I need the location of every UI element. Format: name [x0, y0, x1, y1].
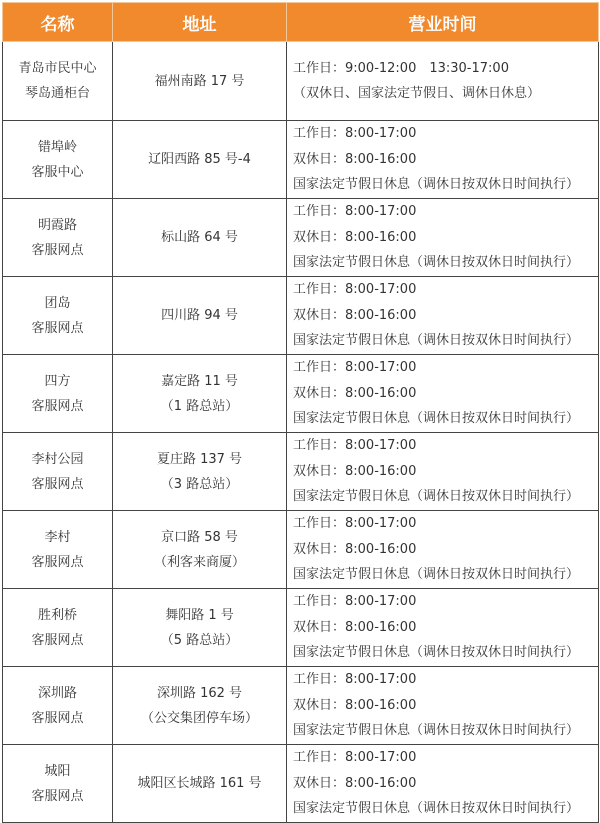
hours-line: 工作日：8:00-17:00 [293, 282, 417, 298]
hours-line: 双休日：8:00-16:00 [293, 541, 417, 557]
name-line: 客服网点 [31, 788, 84, 804]
name-line: 琴岛通柜台 [24, 86, 90, 101]
name-line: 城阳 [44, 763, 71, 779]
name-line: 四方 [44, 373, 71, 389]
name-cell [3, 433, 113, 511]
hours-line: 工作日：9:00-12:00 13:30-17:00 [293, 60, 509, 76]
hours-line: 工作日：8:00-17:00 [293, 516, 417, 532]
header-address: 地址 [113, 3, 287, 42]
hours-line: 工作日：8:00-17:00 [293, 750, 417, 766]
address-cell [113, 42, 287, 121]
hours-line: 双休日：8:00-16:00 [293, 463, 417, 479]
hours-cell [287, 42, 599, 121]
hours-line: 国家法定节假日休息（调休日按双休日时间执行） [293, 801, 580, 817]
table-row [3, 511, 599, 589]
name-cell [3, 511, 113, 589]
address-cell [113, 277, 287, 355]
hours-line: 双休日：8:00-16:00 [293, 229, 417, 245]
address-cell [113, 589, 287, 667]
address-line: （公交集团停车场） [140, 710, 258, 726]
hours-line: 工作日：8:00-17:00 [293, 672, 417, 688]
name-line: 错埠岭 [37, 139, 77, 155]
name-cell [3, 42, 113, 121]
hours-line: 工作日：8:00-17:00 [293, 204, 417, 220]
hours-line: 国家法定节假日休息（调休日按双休日时间执行） [293, 645, 580, 661]
address-cell [113, 199, 287, 277]
name-line: 客服网点 [31, 632, 84, 648]
table-row [3, 199, 599, 277]
hours-line: 工作日：8:00-17:00 [293, 360, 417, 376]
hours-cell [287, 355, 599, 433]
hours-line: 双休日：8:00-16:00 [293, 385, 417, 401]
name-cell [3, 355, 113, 433]
name-cell [3, 277, 113, 355]
name-line: 客服网点 [31, 320, 84, 336]
header-name: 名称 [3, 3, 113, 42]
hours-cell [287, 199, 599, 277]
hours-line: 国家法定节假日休息（调休日按双休日时间执行） [293, 567, 580, 583]
hours-line: 国家法定节假日休息（调休日按双休日时间执行） [293, 333, 580, 349]
table-row [3, 121, 599, 199]
address-line: 四川路 94 号 [161, 308, 238, 323]
table-row [3, 42, 599, 121]
header-hours: 营业时间 [287, 3, 599, 42]
address-line: 舞阳路 1 号 [165, 607, 234, 623]
name-line: 客服网点 [31, 710, 84, 726]
hours-cell [287, 667, 599, 745]
address-cell [113, 667, 287, 745]
name-cell [3, 121, 113, 199]
address-line: （3 路总站） [160, 476, 239, 492]
address-line: 标山路 64 号 [161, 230, 238, 245]
address-cell [113, 355, 287, 433]
hours-cell [287, 121, 599, 199]
address-line: 福州南路 17 号 [154, 73, 245, 89]
hours-line: 国家法定节假日休息（调休日按双休日时间执行） [293, 177, 580, 193]
hours-line: 国家法定节假日休息（调休日按双休日时间执行） [293, 255, 580, 271]
name-line: 客服网点 [31, 398, 84, 414]
address-line: 夏庄路 137 号 [156, 451, 243, 467]
service-points-table [2, 2, 599, 823]
name-line: 客服网点 [31, 476, 84, 492]
name-line: 李村 [44, 529, 71, 545]
hours-cell [287, 277, 599, 355]
hours-line: （双休日、国家法定节假日、调休日休息） [293, 86, 541, 101]
table-row [3, 667, 599, 745]
address-line: 嘉定路 11 号 [161, 373, 238, 389]
hours-line: 工作日：8:00-17:00 [293, 438, 417, 454]
name-line: 胜利桥 [37, 607, 77, 623]
header-row [3, 3, 599, 42]
address-line: 深圳路 162 号 [156, 685, 243, 701]
name-line: 青岛市民中心 [18, 61, 97, 76]
hours-line: 双休日：8:00-16:00 [293, 151, 417, 167]
name-line: 明霞路 [37, 217, 77, 233]
hours-line: 双休日：8:00-16:00 [293, 619, 417, 635]
address-line: （5 路总站） [160, 632, 239, 648]
table-row [3, 355, 599, 433]
address-line: 辽阳西路 85 号-4 [148, 152, 251, 167]
table-body [3, 42, 599, 823]
hours-line: 双休日：8:00-16:00 [293, 697, 417, 713]
name-cell [3, 199, 113, 277]
address-cell [113, 121, 287, 199]
hours-line: 国家法定节假日休息（调休日按双休日时间执行） [293, 411, 580, 427]
table-row [3, 277, 599, 355]
hours-line: 工作日：8:00-17:00 [293, 126, 417, 142]
hours-cell [287, 433, 599, 511]
address-line: （利客来商厦） [153, 554, 245, 570]
hours-cell [287, 511, 599, 589]
name-line: 李村公园 [31, 451, 84, 467]
hours-line: 国家法定节假日休息（调休日按双休日时间执行） [293, 723, 580, 739]
address-cell [113, 433, 287, 511]
hours-cell [287, 589, 599, 667]
name-cell [3, 589, 113, 667]
address-line: 京口路 58 号 [161, 529, 238, 545]
hours-line: 国家法定节假日休息（调休日按双休日时间执行） [293, 489, 580, 505]
hours-line: 双休日：8:00-16:00 [293, 775, 417, 791]
table-row [3, 433, 599, 511]
hours-line: 工作日：8:00-17:00 [293, 594, 417, 610]
address-line: 城阳区长城路 161 号 [137, 776, 262, 791]
address-line: （1 路总站） [160, 398, 239, 414]
name-line: 客服网点 [31, 242, 84, 258]
name-cell [3, 667, 113, 745]
name-line: 团岛 [44, 295, 71, 311]
table-row [3, 589, 599, 667]
name-line: 客服中心 [31, 164, 84, 180]
name-line: 深圳路 [37, 685, 77, 701]
address-cell [113, 511, 287, 589]
name-line: 客服网点 [31, 554, 84, 570]
hours-line: 双休日：8:00-16:00 [293, 307, 417, 323]
